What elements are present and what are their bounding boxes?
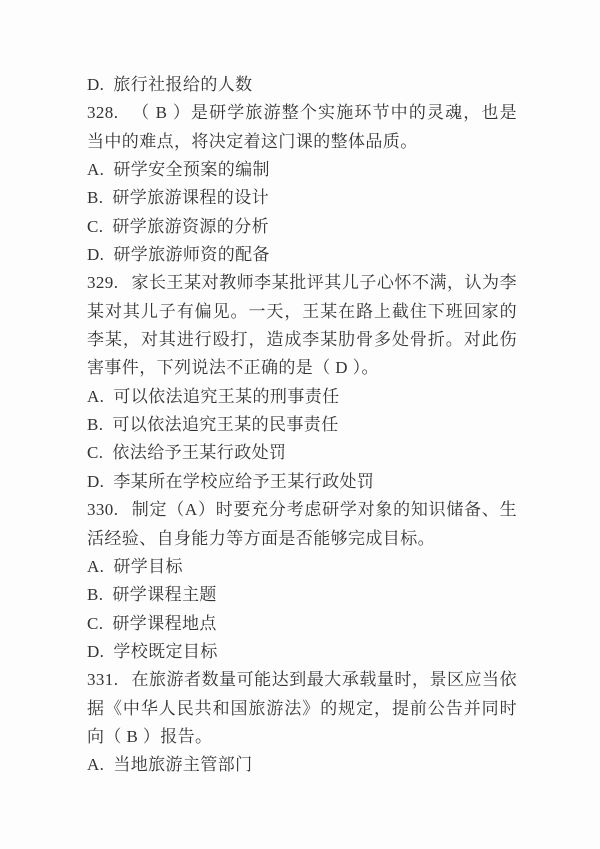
option-text: 依法给予王某行政处罚 xyxy=(112,443,287,463)
question-list xyxy=(87,71,517,780)
option-text: 旅行社报给的人数 xyxy=(113,75,253,94)
option-item xyxy=(87,213,517,241)
option-label: A. xyxy=(87,386,105,406)
option-item xyxy=(87,411,517,439)
question-number: 328. xyxy=(87,103,119,123)
option-item xyxy=(87,184,517,212)
option-label: A. xyxy=(87,160,105,180)
question-stem-text: 在旅游者数量可能达到最大承载量时，景区应当依据《中华人民共和国旅游法》的规定，提前公告并同时向（ B ）报告。 xyxy=(87,670,517,746)
option-item xyxy=(87,383,517,411)
option-label: D. xyxy=(87,245,105,265)
question-number: 330. xyxy=(87,500,119,520)
question-stem xyxy=(87,666,517,751)
option-item xyxy=(87,553,517,581)
option-label: C. xyxy=(87,443,104,463)
option-label: D. xyxy=(87,641,105,661)
option-label: C. xyxy=(87,613,104,633)
option-text: 研学安全预案的编制 xyxy=(113,160,270,180)
option-label: B. xyxy=(87,585,104,605)
question-block-329 xyxy=(87,269,517,496)
option-text: 研学旅游资源的分析 xyxy=(112,216,269,236)
option-text: 学校既定目标 xyxy=(113,641,218,661)
question-stem xyxy=(87,496,517,553)
option-text: 可以依法追究王某的民事责任 xyxy=(112,415,339,435)
option-item xyxy=(87,241,517,269)
question-stem-text: 家长王某对教师李某批评其儿子心怀不满，认为李某对其儿子有偏见。一天，王某在路上截住下班回家的李某，对其进行殴打，造成李某肋骨多处骨折。对此伤害事件，下列说法不正确的是（ D ）。 xyxy=(87,273,517,378)
question-stem xyxy=(87,99,517,156)
option-label: D. xyxy=(87,75,105,94)
option-item xyxy=(87,751,517,779)
option-item xyxy=(87,439,517,467)
option-item xyxy=(87,468,517,496)
option-text: 研学旅游课程的设计 xyxy=(112,188,269,208)
question-number: 329. xyxy=(87,273,119,293)
option-label: D. xyxy=(87,471,105,491)
question-block-330 xyxy=(87,496,517,666)
carryover-option-item xyxy=(87,71,517,99)
option-text: 李某所在学校应给予王某行政处罚 xyxy=(113,471,375,491)
question-block-331 xyxy=(87,666,517,779)
option-item xyxy=(87,610,517,638)
option-text: 研学目标 xyxy=(113,556,183,576)
option-label: A. xyxy=(87,556,105,576)
option-label: B. xyxy=(87,188,104,208)
option-text: 当地旅游主管部门 xyxy=(113,755,253,775)
option-label: B. xyxy=(87,415,104,435)
option-text: 研学课程地点 xyxy=(112,613,217,633)
question-number: 331. xyxy=(87,670,119,690)
option-item xyxy=(87,581,517,609)
question-block-328 xyxy=(87,99,517,269)
option-text: 研学旅游师资的配备 xyxy=(113,245,270,265)
option-label: A. xyxy=(87,755,105,775)
option-item xyxy=(87,156,517,184)
option-label: C. xyxy=(87,216,104,236)
question-stem-text: （ B ）是研学旅游整个实施环节中的灵魂，也是当中的难点，将决定着这门课的整体品质。 xyxy=(87,103,517,151)
option-item xyxy=(87,638,517,666)
question-stem-text: 制定（A）时要充分考虑研学对象的知识储备、生活经验、自身能力等方面是否能够完成目标。 xyxy=(87,500,517,548)
option-text: 可以依法追究王某的刑事责任 xyxy=(113,386,340,406)
question-stem xyxy=(87,269,517,382)
option-text: 研学课程主题 xyxy=(112,585,217,605)
